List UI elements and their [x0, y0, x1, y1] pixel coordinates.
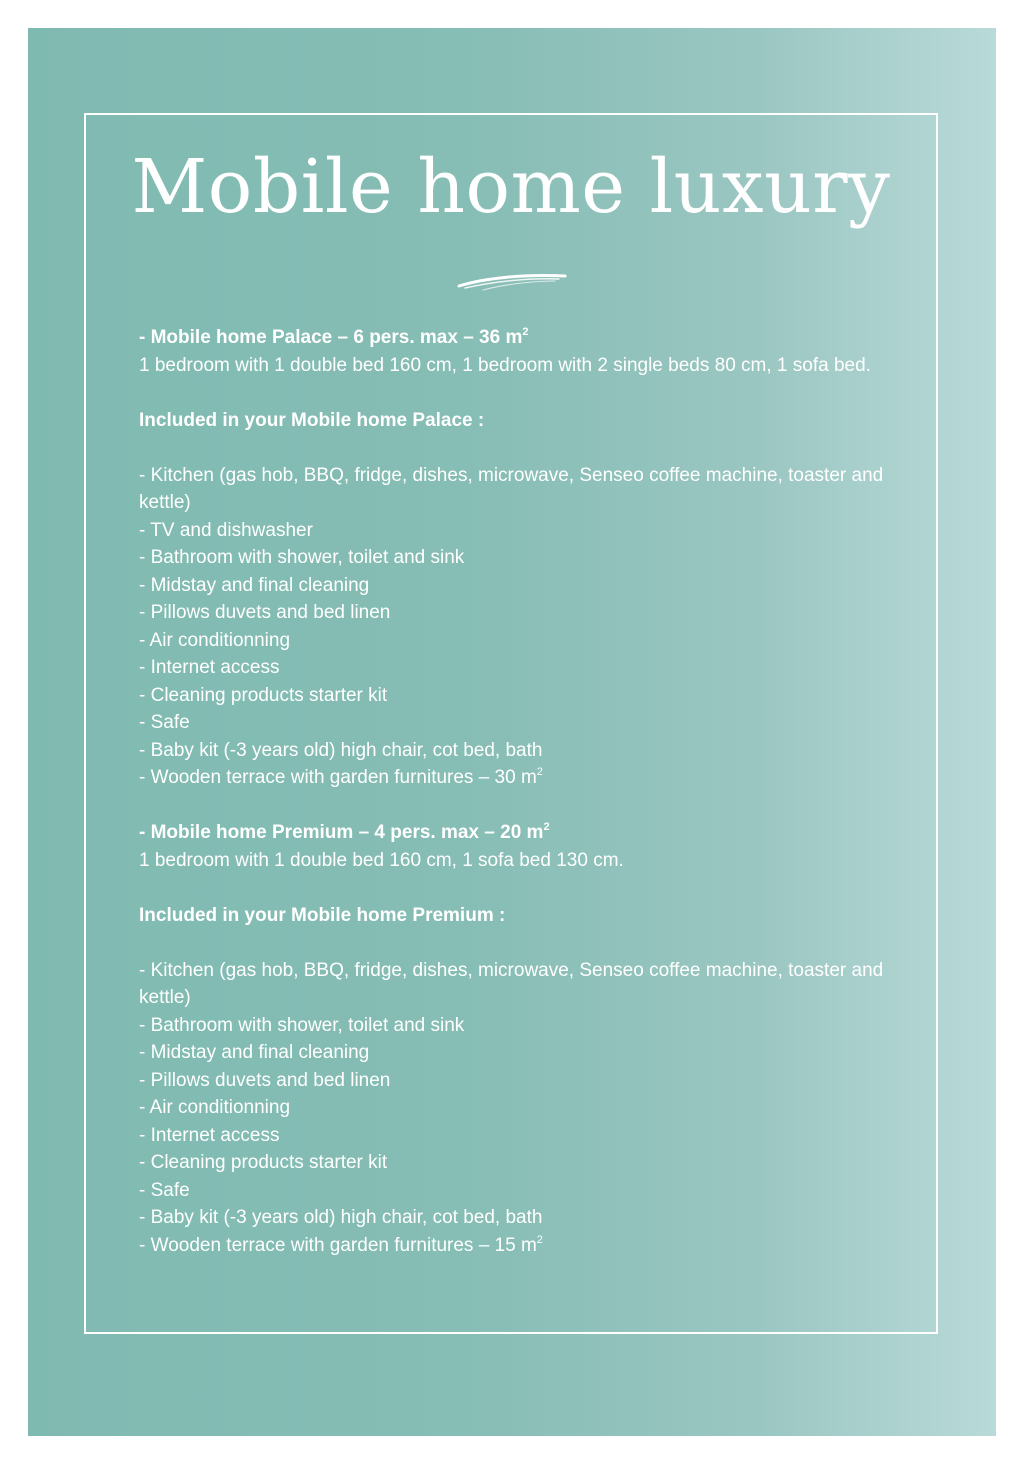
premium-included-heading: Included in your Mobile home Premium :: [139, 904, 506, 926]
list-item: - Bathroom with shower, toilet and sink: [139, 547, 465, 568]
premium-amenities-list: [139, 957, 899, 1260]
list-item: - Kitchen (gas hob, BBQ, fridge, dishes, microwave, Senseo coffee machine, toaster and kettle): [139, 959, 884, 1008]
swash-divider-icon: [455, 268, 569, 296]
list-item: - Pillows duvets and bed linen: [139, 602, 391, 623]
list-item: - TV and dishwasher: [139, 519, 313, 541]
palace-description: 1 bedroom with 1 double bed 160 cm, 1 bedroom with 2 single beds 80 cm, 1 sofa bed.: [139, 354, 871, 376]
premium-heading-text: - Mobile home Premium – 4 pers. max – 20 m: [139, 822, 544, 843]
list-item: - Air conditionning: [139, 629, 291, 651]
list-item: - Air conditionning: [139, 1097, 291, 1118]
palace-heading: [139, 324, 899, 352]
palace-amenities-list: [139, 462, 899, 792]
page-title: Mobile home luxury: [131, 144, 891, 230]
list-item: - Midstay and final cleaning: [139, 574, 370, 596]
premium-terrace-sup: 2: [536, 1233, 543, 1246]
premium-heading-sup: 2: [543, 821, 550, 833]
list-item: - Baby kit (-3 years old) high chair, cot bed, bath: [139, 739, 543, 761]
palace-terrace-text: - Wooden terrace with garden furnitures – 30 m: [139, 767, 537, 788]
list-item: - Pillows duvets and bed linen: [139, 1069, 391, 1091]
palace-heading-text: - Mobile home Palace – 6 pers. max – 36 m: [139, 327, 523, 348]
list-item: - Midstay and final cleaning: [139, 1042, 370, 1063]
premium-description: 1 bedroom with 1 double bed 160 cm, 1 sofa bed 130 cm.: [139, 849, 624, 871]
palace-included-heading: Included in your Mobile home Palace :: [139, 409, 485, 431]
list-item: - Kitchen (gas hob, BBQ, fridge, dishes, microwave, Senseo coffee machine, toaster and kettle): [139, 464, 884, 513]
list-item: - Internet access: [139, 1124, 280, 1146]
list-item: [139, 764, 899, 792]
premium-terrace-text: - Wooden terrace with garden furnitures – 15 m: [139, 1234, 537, 1256]
list-item: [139, 1232, 899, 1260]
list-item: - Bathroom with shower, toilet and sink: [139, 1014, 465, 1036]
content-body: [139, 324, 899, 1259]
list-item: - Cleaning products starter kit: [139, 684, 388, 706]
palace-terrace-sup: 2: [536, 766, 543, 778]
premium-heading: [139, 819, 899, 847]
list-item: - Internet access: [139, 657, 280, 678]
palace-heading-sup: 2: [522, 326, 529, 338]
list-item: - Baby kit (-3 years old) high chair, cot bed, bath: [139, 1207, 543, 1228]
list-item: - Cleaning products starter kit: [139, 1152, 388, 1173]
list-item: - Safe: [139, 712, 190, 733]
list-item: - Safe: [139, 1179, 190, 1201]
